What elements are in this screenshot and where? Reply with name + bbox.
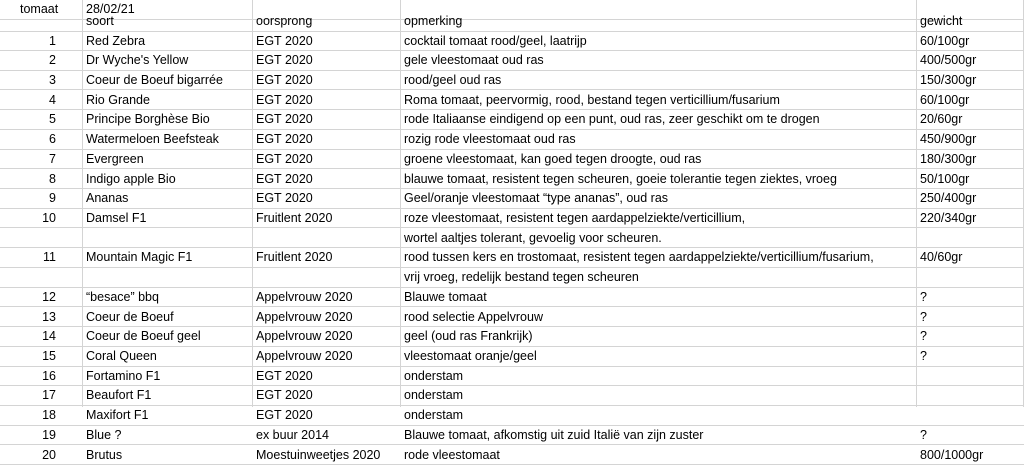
cell-oorsprong[interactable] — [252, 229, 400, 248]
table-row — [0, 347, 1024, 367]
cell-nr[interactable]: 3 — [49, 72, 56, 87]
cell-oorsprong[interactable]: Moestuinweetjes 2020 — [256, 447, 381, 462]
cell-opmerking[interactable]: vrij vroeg, redelijk bestand tegen scheuren — [404, 270, 639, 285]
cell-gewicht[interactable]: 250/400gr — [920, 191, 977, 206]
cell-soort[interactable]: Maxifort F1 — [86, 408, 149, 423]
cell-gewicht[interactable] — [916, 229, 1024, 248]
cell-oorsprong[interactable]: EGT 2020 — [256, 151, 313, 166]
table-row — [0, 367, 1024, 387]
cell-opmerking[interactable]: vleestomaat oranje/geel — [404, 349, 537, 364]
cell-gewicht[interactable]: 60/100gr — [920, 33, 970, 48]
cell-soort[interactable]: Dr Wyche's Yellow — [86, 53, 189, 68]
cell-opmerking[interactable]: Roma tomaat, peervormig, rood, bestand tegen verticillium/fusarium — [404, 92, 780, 107]
table-row — [0, 386, 1024, 406]
table-row — [0, 327, 1024, 347]
table-row — [0, 406, 1024, 426]
cell-date[interactable]: 28/02/21 — [86, 2, 135, 16]
table-row — [0, 288, 1024, 308]
table-row — [0, 308, 1024, 328]
cell-gewicht[interactable]: 450/900gr — [920, 132, 977, 147]
cell-opmerking[interactable]: rozig rode vleestomaat oud ras — [404, 132, 576, 147]
cell-nr[interactable]: 9 — [49, 191, 56, 206]
cell-nr[interactable]: 5 — [49, 112, 56, 127]
cell-gewicht[interactable]: 220/340gr — [920, 210, 977, 225]
cell-opmerking[interactable]: onderstam — [404, 388, 464, 403]
cell-opmerking[interactable]: rood selectie Appelvrouw — [404, 309, 543, 324]
cell-opmerking[interactable]: cocktail tomaat rood/geel, laatrijp — [404, 33, 587, 48]
cell-nr[interactable] — [0, 268, 82, 287]
cell-nr[interactable]: 20 — [42, 447, 56, 462]
cell-soort[interactable]: Evergreen — [86, 151, 144, 166]
cell-oorsprong[interactable]: EGT 2020 — [256, 112, 313, 127]
cell-oorsprong[interactable]: EGT 2020 — [256, 388, 313, 403]
cell-soort[interactable]: Principe Borghèse Bio — [86, 112, 210, 127]
cell-header-soort[interactable]: soort — [86, 14, 114, 28]
cell-gewicht[interactable]: 60/100gr — [920, 92, 970, 107]
cell-gewicht[interactable]: 20/60gr — [920, 112, 963, 127]
cell-oorsprong[interactable] — [252, 268, 400, 287]
cell-oorsprong[interactable]: Appelvrouw 2020 — [256, 309, 353, 324]
cell-opmerking[interactable]: blauwe tomaat, resistent tegen scheuren, goeie tolerantie tegen ziektes, vroeg — [404, 171, 837, 186]
cell-gewicht[interactable]: 400/500gr — [920, 53, 977, 68]
cell-soort[interactable]: Coral Queen — [86, 349, 157, 364]
cell-oorsprong[interactable]: EGT 2020 — [256, 171, 313, 186]
table-row — [0, 446, 1024, 465]
cell-gewicht[interactable]: ? — [920, 329, 927, 344]
cell-header-gewicht[interactable]: gewicht — [920, 14, 963, 28]
cell-opmerking[interactable]: geel (oud ras Frankrijk) — [404, 329, 533, 344]
table-row — [0, 130, 1024, 150]
cell-soort[interactable]: Ananas — [86, 191, 129, 206]
cell-soort[interactable]: Indigo apple Bio — [86, 171, 176, 186]
cell-opmerking[interactable]: Blauwe tomaat, afkomstig uit zuid Italië van zijn zuster — [404, 427, 704, 442]
table-row — [0, 91, 1024, 111]
cell-soort[interactable]: Brutus — [86, 447, 123, 462]
cell-opmerking[interactable]: roze vleestomaat, resistent tegen aardappelziekte/verticillium, — [404, 210, 746, 225]
cell-soort[interactable]: Beaufort F1 — [86, 388, 152, 403]
cell-soort[interactable]: Coeur de Boeuf bigarrée — [86, 72, 223, 87]
cell-nr[interactable]: 14 — [42, 329, 56, 344]
cell-oorsprong[interactable]: Appelvrouw 2020 — [256, 289, 353, 304]
cell-nr[interactable]: 16 — [42, 368, 56, 383]
cell-soort[interactable]: Watermeloen Beefsteak — [86, 132, 219, 147]
cell-oorsprong[interactable]: EGT 2020 — [256, 53, 313, 68]
cell-oorsprong[interactable]: Appelvrouw 2020 — [256, 349, 353, 364]
cell-soort[interactable] — [82, 229, 252, 248]
cell-soort[interactable]: Coeur de Boeuf — [86, 309, 174, 324]
cell-nr[interactable]: 6 — [49, 132, 56, 147]
cell-gewicht[interactable]: 180/300gr — [920, 151, 977, 166]
cell-oorsprong[interactable]: Appelvrouw 2020 — [256, 329, 353, 344]
cell-oorsprong[interactable]: EGT 2020 — [256, 368, 313, 383]
cell-nr[interactable]: 4 — [49, 92, 56, 107]
cell-nr[interactable]: 19 — [42, 427, 56, 442]
cell-soort[interactable]: Coeur de Boeuf geel — [86, 329, 201, 344]
cell-oorsprong[interactable]: Fruitlent 2020 — [256, 210, 333, 225]
cell-oorsprong[interactable]: Fruitlent 2020 — [256, 250, 333, 265]
cell-opmerking[interactable]: rode vleestomaat — [404, 447, 500, 462]
table-row — [0, 110, 1024, 130]
table-row — [0, 248, 1024, 268]
cell-soort[interactable]: Red Zebra — [86, 33, 146, 48]
table-row — [0, 32, 1024, 52]
cell-nr[interactable]: 15 — [42, 349, 56, 364]
cell-title[interactable]: tomaat — [20, 2, 59, 16]
cell-gewicht[interactable]: 800/1000gr — [920, 447, 984, 462]
cell-soort[interactable]: Mountain Magic F1 — [86, 250, 193, 265]
cell-gewicht[interactable] — [916, 406, 1024, 425]
cell-nr[interactable]: 8 — [49, 171, 56, 186]
cell-oorsprong[interactable]: EGT 2020 — [256, 92, 313, 107]
cell-nr[interactable]: 7 — [49, 151, 56, 166]
cell-gewicht[interactable]: ? — [920, 427, 927, 442]
cell-oorsprong[interactable]: EGT 2020 — [256, 72, 313, 87]
table-row — [0, 268, 1024, 288]
cell-gewicht[interactable] — [916, 268, 1024, 287]
cell-oorsprong[interactable]: EGT 2020 — [256, 132, 313, 147]
cell-nr[interactable]: 2 — [49, 53, 56, 68]
table-row — [0, 426, 1024, 446]
cell-opmerking[interactable]: Blauwe tomaat — [404, 289, 487, 304]
cell-gewicht[interactable] — [916, 386, 1024, 405]
cell-nr[interactable]: 11 — [43, 250, 56, 265]
table-row — [0, 209, 1024, 229]
cell-oorsprong[interactable]: EGT 2020 — [256, 408, 313, 423]
table-row — [0, 189, 1024, 209]
cell-opmerking[interactable]: groene vleestomaat, kan goed tegen droogte, oud ras — [404, 151, 702, 166]
table-row — [0, 150, 1024, 170]
cell-soort[interactable]: Blue ? — [86, 427, 122, 442]
table-row — [0, 51, 1024, 71]
cell-soort[interactable]: “besace” bbq — [86, 289, 159, 304]
header-row — [0, 12, 1024, 32]
cell-gewicht[interactable]: 50/100gr — [920, 171, 970, 186]
cell-gewicht[interactable]: ? — [920, 289, 927, 304]
cell-gewicht[interactable]: 40/60gr — [920, 250, 963, 265]
cell-soort[interactable]: Rio Grande — [86, 92, 150, 107]
cell-header-oorsprong[interactable]: oorsprong — [256, 14, 313, 28]
cell-opmerking[interactable]: rood/geel oud ras — [404, 72, 502, 87]
cell-gewicht[interactable]: 150/300gr — [920, 72, 977, 87]
cell-opmerking[interactable]: gele vleestomaat oud ras — [404, 53, 544, 68]
cell-nr[interactable] — [0, 229, 82, 248]
cell-header-opmerking[interactable]: opmerking — [404, 14, 463, 28]
cell-nr[interactable]: 12 — [42, 289, 56, 304]
cell-nr[interactable]: 10 — [42, 210, 56, 225]
table-row — [0, 71, 1024, 91]
cell-nr[interactable]: 17 — [42, 388, 56, 403]
cell-nr[interactable]: 18 — [42, 408, 56, 423]
cell-nr[interactable]: 1 — [49, 33, 56, 48]
cell-oorsprong[interactable]: EGT 2020 — [256, 191, 313, 206]
cell-oorsprong[interactable]: EGT 2020 — [256, 33, 313, 48]
cell-nr[interactable]: 13 — [42, 309, 56, 324]
cell-opmerking[interactable]: wortel aaltjes tolerant, gevoelig voor scheuren. — [404, 230, 662, 245]
cell-soort[interactable]: Damsel F1 — [86, 210, 147, 225]
cell-opmerking[interactable]: onderstam — [404, 368, 464, 383]
cell-opmerking[interactable]: rode Italiaanse eindigend op een punt, oud ras, zeer geschikt om te drogen — [404, 112, 820, 127]
cell-soort[interactable]: Fortamino F1 — [86, 368, 161, 383]
cell-oorsprong[interactable]: ex buur 2014 — [256, 427, 329, 442]
table-row — [0, 170, 1024, 190]
cell-gewicht[interactable]: ? — [920, 349, 927, 364]
cell-soort[interactable] — [82, 268, 252, 287]
cell-gewicht[interactable] — [916, 367, 1024, 386]
cell-gewicht[interactable]: ? — [920, 309, 927, 324]
cell-opmerking[interactable]: rood tussen kers en trostomaat, resistent tegen aardappelziekte/verticillium/fusarium, — [404, 250, 874, 265]
cell-header-nr[interactable] — [0, 12, 82, 31]
cell-opmerking[interactable]: onderstam — [404, 408, 464, 423]
table-row — [0, 229, 1024, 249]
cell-opmerking[interactable]: Geel/oranje vleestomaat “type ananas”, oud ras — [404, 191, 669, 206]
